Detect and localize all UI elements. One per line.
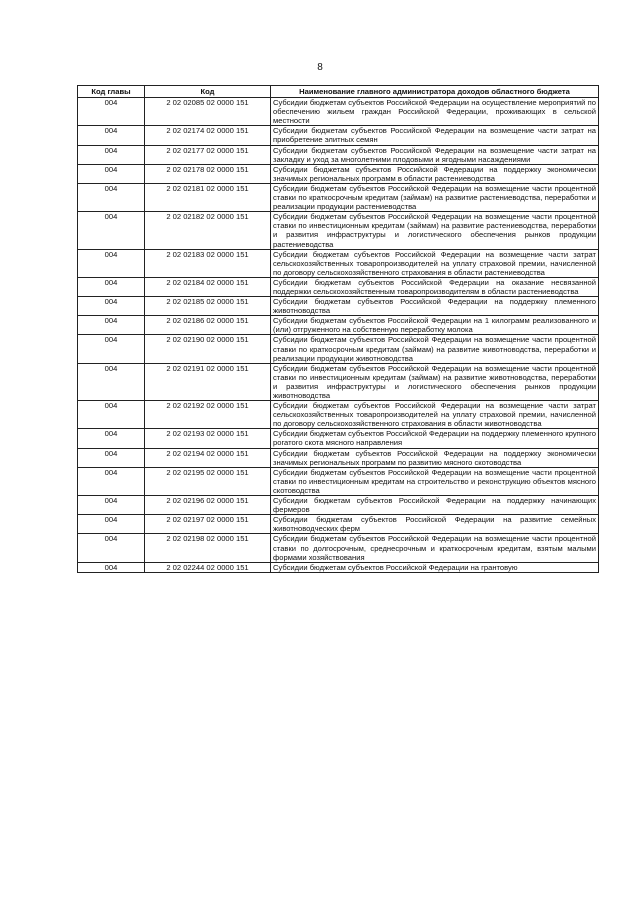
budget-code-cell: 2 02 02197 02 0000 151: [145, 515, 271, 534]
table-row: [78, 277, 599, 296]
chapter-code-cell: 004: [78, 212, 145, 249]
chapter-code-cell: 004: [78, 515, 145, 534]
description-cell: Субсидии бюджетам субъектов Российской Федерации на 1 килограмм реализованного и (или) отгруженного на собственную переработку молока: [271, 316, 599, 335]
header-administrator-name: Наименование главного администратора доходов областного бюджета: [271, 86, 599, 98]
budget-code-cell: 2 02 02178 02 0000 151: [145, 164, 271, 183]
table-header-row: [78, 86, 599, 98]
table-row: [78, 467, 599, 495]
chapter-code-cell: 004: [78, 562, 145, 572]
budget-code-cell: 2 02 02185 02 0000 151: [145, 297, 271, 316]
budget-code-cell: 2 02 02198 02 0000 151: [145, 534, 271, 562]
budget-code-cell: 2 02 02181 02 0000 151: [145, 183, 271, 211]
budget-code-cell: 2 02 02182 02 0000 151: [145, 212, 271, 249]
table-row: [78, 212, 599, 249]
page-number: 8: [317, 62, 323, 73]
budget-code-cell: 2 02 02177 02 0000 151: [145, 145, 271, 164]
chapter-code-cell: 004: [78, 429, 145, 448]
description-cell: Субсидии бюджетам субъектов Российской Федерации на возмещение части процентной ставки по инвестиционным кредитам (займам) на развитие животноводства, переработки и развития инфраструктуры и логистического обеспечения рынков продукции животноводства: [271, 363, 599, 400]
table-row: [78, 98, 599, 126]
table-row: [78, 448, 599, 467]
chapter-code-cell: 004: [78, 126, 145, 145]
table-row: [78, 429, 599, 448]
description-cell: Субсидии бюджетам субъектов Российской Федерации на осуществление мероприятий по обеспечению жильем граждан Российской Федерации, проживающих в сельской местности: [271, 98, 599, 126]
budget-code-cell: 2 02 02190 02 0000 151: [145, 335, 271, 363]
chapter-code-cell: 004: [78, 316, 145, 335]
chapter-code-cell: 004: [78, 401, 145, 429]
description-cell: Субсидии бюджетам субъектов Российской Федерации на возмещение части процентной ставки по краткосрочным кредитам (займам) на развитие растениеводства, переработки и реализации продукции растениеводства: [271, 183, 599, 211]
table-row: [78, 335, 599, 363]
description-cell: Субсидии бюджетам субъектов Российской Федерации на развитие семейных животноводческих ферм: [271, 515, 599, 534]
revenue-administrators-table: [77, 85, 599, 573]
table-row: [78, 401, 599, 429]
chapter-code-cell: 004: [78, 496, 145, 515]
description-cell: Субсидии бюджетам субъектов Российской Федерации на поддержку начинающих фермеров: [271, 496, 599, 515]
budget-code-cell: 2 02 02183 02 0000 151: [145, 249, 271, 277]
table-row: [78, 363, 599, 400]
budget-code-cell: 2 02 02191 02 0000 151: [145, 363, 271, 400]
budget-code-cell: 2 02 02085 02 0000 151: [145, 98, 271, 126]
chapter-code-cell: 004: [78, 249, 145, 277]
description-cell: Субсидии бюджетам субъектов Российской Федерации на возмещение части процентной ставки по инвестиционным кредитам на строительство и реконструкцию объектов мясного скотоводства: [271, 467, 599, 495]
budget-code-cell: 2 02 02192 02 0000 151: [145, 401, 271, 429]
chapter-code-cell: 004: [78, 335, 145, 363]
budget-code-cell: 2 02 02186 02 0000 151: [145, 316, 271, 335]
chapter-code-cell: 004: [78, 363, 145, 400]
budget-code-cell: 2 02 02244 02 0000 151: [145, 562, 271, 572]
description-cell: Субсидии бюджетам субъектов Российской Федерации на возмещение части процентной ставки по краткосрочным кредитам (займам) на развитие животноводства, переработки и реализации продукции животноводства: [271, 335, 599, 363]
chapter-code-cell: 004: [78, 467, 145, 495]
chapter-code-cell: 004: [78, 448, 145, 467]
table-row: [78, 534, 599, 562]
header-chapter-code: Код главы: [78, 86, 145, 98]
description-cell: Субсидии бюджетам субъектов Российской Федерации на возмещение части затрат сельскохозяйственных товаропроизводителей на уплату страховой премии, начисленной по договору сельскохозяйственного страхования в области животноводства: [271, 401, 599, 429]
description-cell: Субсидии бюджетам субъектов Российской Федерации на возмещение части процентной ставки по инвестиционным кредитам (займам) на развитие растениеводства, переработки и развития инфраструктуры и логистического обеспечения рынков продукции растениеводства: [271, 212, 599, 249]
budget-code-cell: 2 02 02193 02 0000 151: [145, 429, 271, 448]
description-cell: Субсидии бюджетам субъектов Российской Федерации на поддержку племенного животноводства: [271, 297, 599, 316]
chapter-code-cell: 004: [78, 98, 145, 126]
chapter-code-cell: 004: [78, 297, 145, 316]
table-row: [78, 496, 599, 515]
description-cell: Субсидии бюджетам субъектов Российской Федерации на возмещение части затрат на приобретение элитных семян: [271, 126, 599, 145]
table-row: [78, 515, 599, 534]
header-code: Код: [145, 86, 271, 98]
description-cell: Субсидии бюджетам субъектов Российской Федерации на оказание несвязанной поддержки сельскохозяйственным товаропроизводителям в области растениеводства: [271, 277, 599, 296]
chapter-code-cell: 004: [78, 145, 145, 164]
table-row: [78, 249, 599, 277]
description-cell: Субсидии бюджетам субъектов Российской Федерации на грантовую: [271, 562, 599, 572]
budget-code-cell: 2 02 02184 02 0000 151: [145, 277, 271, 296]
budget-code-cell: 2 02 02174 02 0000 151: [145, 126, 271, 145]
chapter-code-cell: 004: [78, 534, 145, 562]
table-row: [78, 126, 599, 145]
table-row: [78, 316, 599, 335]
table-row: [78, 145, 599, 164]
budget-code-cell: 2 02 02194 02 0000 151: [145, 448, 271, 467]
chapter-code-cell: 004: [78, 277, 145, 296]
table-row: [78, 183, 599, 211]
description-cell: Субсидии бюджетам субъектов Российской Федерации на поддержку экономически значимых региональных программ в области растениеводства: [271, 164, 599, 183]
description-cell: Субсидии бюджетам субъектов Российской Федерации на возмещение части затрат сельскохозяйственных товаропроизводителей на уплату страховой премии, начисленной по договору сельскохозяйственного страхования в области растениеводства: [271, 249, 599, 277]
table-row: [78, 164, 599, 183]
budget-code-cell: 2 02 02196 02 0000 151: [145, 496, 271, 515]
description-cell: Субсидии бюджетам субъектов Российской Федерации на поддержку экономически значимых региональных программ по развитию мясного скотоводства: [271, 448, 599, 467]
description-cell: Субсидии бюджетам субъектов Российской Федерации на поддержку племенного крупного рогатого скота мясного направления: [271, 429, 599, 448]
budget-code-cell: 2 02 02195 02 0000 151: [145, 467, 271, 495]
chapter-code-cell: 004: [78, 164, 145, 183]
chapter-code-cell: 004: [78, 183, 145, 211]
table-row: [78, 297, 599, 316]
description-cell: Субсидии бюджетам субъектов Российской Федерации на возмещение части затрат на закладку и уход за многолетними плодовыми и ягодными насаждениями: [271, 145, 599, 164]
description-cell: Субсидии бюджетам субъектов Российской Федерации на возмещение части процентной ставки по долгосрочным, среднесрочным и краткосрочным кредитам, взятым малыми формами хозяйствования: [271, 534, 599, 562]
table-row: [78, 562, 599, 572]
